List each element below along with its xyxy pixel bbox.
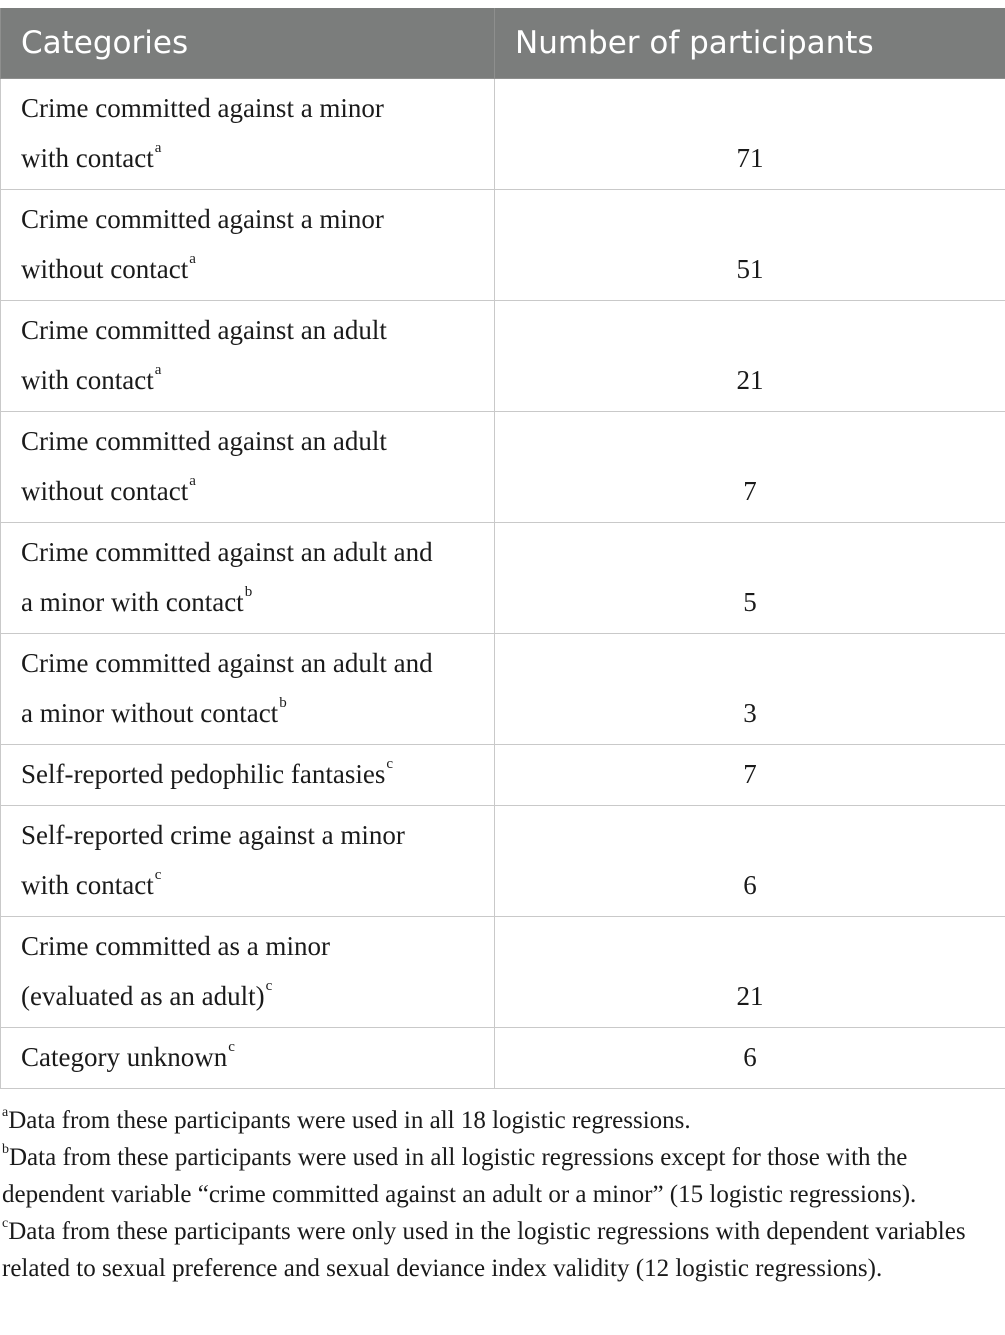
category-text-line1: Crime committed against an adult and [21,647,433,678]
category-text-line1: Crime committed against an adult and [21,536,433,567]
footnote-marker: a [154,361,162,378]
category-text-line1: Crime committed against a minor [21,92,384,123]
footnote-marker: b [279,694,287,711]
table-row [1,522,1005,633]
category-cell [1,916,495,1027]
participant-count: 6 [495,1027,1005,1088]
category-cell [1,633,495,744]
table-row [1,744,1005,805]
category-text-line1: Crime committed against a minor [21,203,384,234]
category-cell [1,78,495,189]
participant-count: 5 [495,522,1005,633]
category-text-line1: Crime committed against an adult [21,314,387,345]
table-row [1,189,1005,300]
category-text-line2: (evaluated as an adult) [21,980,265,1011]
footnote-marker: a [2,1104,9,1120]
participant-count: 6 [495,805,1005,916]
footnote-a [2,1102,1002,1139]
category-text-line2: with contact [21,142,154,173]
table-row [1,805,1005,916]
footnote-marker: b [244,583,253,600]
table-footnotes [2,1102,1002,1287]
category-text-line2: with contact [21,364,154,395]
footnote-b [2,1139,1002,1213]
footnote-marker: c [228,1038,235,1055]
category-text-line2: a minor without contact [21,697,279,728]
participant-count: 3 [495,633,1005,744]
category-cell [1,189,495,300]
category-text-line1: Self-reported crime against a minor [21,819,405,850]
table-row [1,411,1005,522]
table-row [1,1027,1005,1088]
category-cell [1,744,495,805]
table-row [1,916,1005,1027]
footnote-marker: a [189,472,196,489]
category-cell [1,1027,495,1088]
footnote-marker: a [189,250,196,267]
participant-count: 7 [495,411,1005,522]
category-text-line2: without contact [21,475,189,506]
category-text-line1: Category unknown [21,1041,228,1072]
footnote-marker: c [154,866,162,883]
category-text-line2: without contact [21,253,189,284]
category-text-line2: with contact [21,869,154,900]
footnote-text: Data from these participants were used in all logistic regressions except for those with the dependent variable “crime committed against an adult or a minor” (15 logistic regressions). [2,1144,917,1208]
footnote-text: Data from these participants were used in all 18 logistic regressions. [8,1107,691,1134]
category-cell [1,805,495,916]
participant-count: 51 [495,189,1005,300]
footnote-marker: c [386,755,394,772]
header-number-of-participants: Number of participants [495,8,1005,78]
header-categories: Categories [1,8,495,78]
participant-count: 21 [495,300,1005,411]
table-row [1,633,1005,744]
category-text-line1: Crime committed against an adult [21,425,387,456]
footnote-marker: c [265,977,273,994]
category-cell [1,522,495,633]
footnote-marker: a [154,139,162,156]
category-text-line1: Crime committed as a minor [21,930,330,961]
category-cell [1,300,495,411]
footnote-text: Data from these participants were only used in the logistic regressions with dependent variables related to sexual preference and sexual deviance index validity (12 logistic regressions). [2,1218,966,1282]
participants-table [0,8,1005,1089]
participant-count: 71 [495,78,1005,189]
participant-count: 7 [495,744,1005,805]
table-row [1,300,1005,411]
participant-count: 21 [495,916,1005,1027]
table-header [1,8,1005,78]
category-text-line2: a minor with contact [21,586,244,617]
category-text-line1: Self-reported pedophilic fantasies [21,758,386,789]
footnote-c [2,1213,1002,1287]
footnote-marker: c [2,1215,9,1231]
category-cell [1,411,495,522]
table-row [1,78,1005,189]
table-body [1,78,1005,1088]
footnote-marker: b [2,1141,9,1157]
